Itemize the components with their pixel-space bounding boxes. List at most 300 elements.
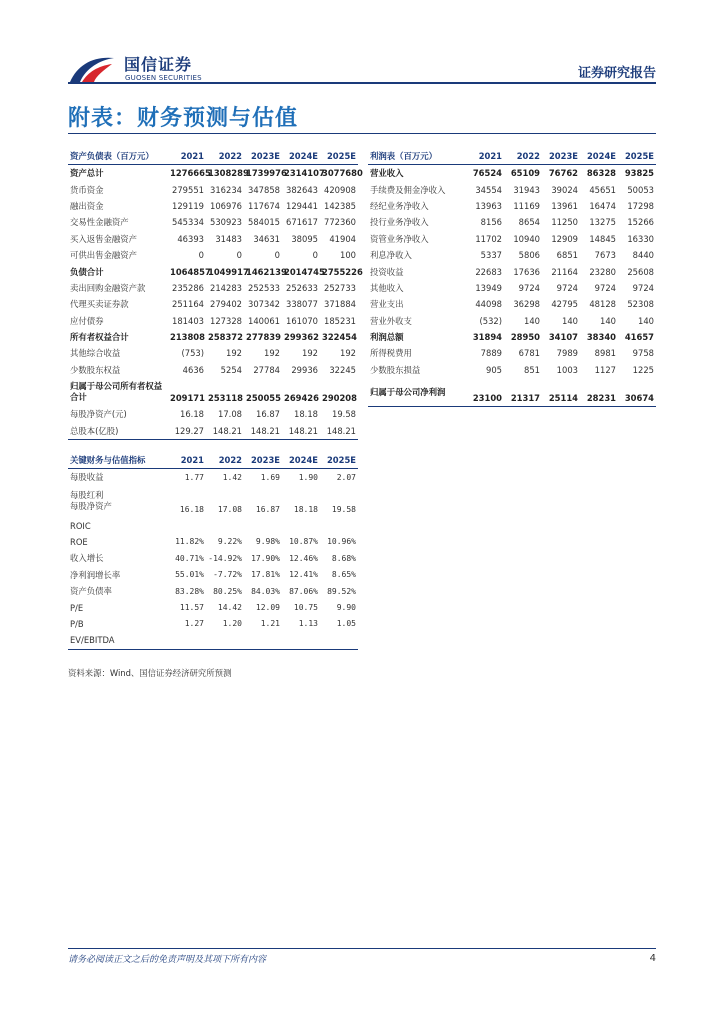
value-cell: 76524 [472,168,502,179]
table-row [68,280,358,296]
year-header-cell: 2025E [320,147,358,165]
value-cell: 148.21 [282,422,320,439]
value-cell: 13963 [475,200,502,211]
table-row [368,313,656,329]
value-cell: 29936 [291,364,318,375]
row-label: 归属于母公司净利润 [368,378,466,407]
value-cell: 100 [340,250,356,261]
table-row [68,469,358,486]
table-row [68,362,358,378]
value-cell: 12909 [551,233,578,244]
value-cell: 28231 [580,378,618,407]
value-cell: 65109 [510,168,540,179]
table-header-row [68,451,358,469]
value-cell: 0 [198,250,204,261]
value-cell: 322454 [322,332,357,343]
footer-divider [68,948,656,949]
value-cell: 50053 [627,184,654,195]
row-label: 利润总额 [370,332,404,343]
value-cell: 41657 [624,332,654,343]
value-cell: 117674 [248,200,280,211]
value-cell: 40.71% [175,553,204,563]
table-row [368,378,656,407]
value-cell: 45651 [589,184,616,195]
value-cell: 1.90 [298,472,318,482]
logo-text-cn: 国信证券 [124,55,193,74]
row-label: 投资收益 [370,266,404,277]
value-cell: 251164 [172,299,204,310]
table-row [68,231,358,247]
value-cell: 16.87 [256,409,280,420]
table-title-cell: 资产负债表（百万元） [68,147,168,165]
table-row [68,378,358,406]
table-row [68,517,358,533]
value-cell: 420908 [324,184,356,195]
value-cell: 8981 [594,348,616,359]
value-cell: 31483 [215,233,242,244]
value-cell: 8156 [480,217,502,228]
value-cell: 14845 [589,233,616,244]
value-cell: 8.68% [331,553,356,563]
year-header-cell: 2022 [206,451,244,469]
row-label: 资产总计 [70,168,104,179]
value-cell: 9758 [632,348,654,359]
income-statement-table [368,147,656,407]
table-row [68,550,358,566]
year-header-cell: 2022 [504,147,542,165]
value-cell: 279402 [210,299,242,310]
value-cell: 1.77 [184,472,204,482]
table-row [68,181,358,197]
year-header-cell: 2023E [244,147,282,165]
value-cell: 140061 [248,315,280,326]
row-label: 资产负债率 [70,586,112,597]
table-row [68,422,358,439]
value-cell: 15266 [627,217,654,228]
value-cell [320,632,358,649]
value-cell: 307342 [248,299,280,310]
value-cell [244,632,282,649]
value-cell: 142385 [324,200,356,211]
value-cell: 6851 [556,250,578,261]
value-cell: 252533 [248,282,280,293]
row-label: 营业收入 [370,168,404,179]
value-cell: 671617 [286,217,318,228]
value-cell: 10940 [513,233,540,244]
table-row [68,632,358,649]
value-cell: 0 [312,250,318,261]
row-label: 负债合计 [70,266,104,277]
value-cell: 17298 [627,200,654,211]
value-cell: 530923 [210,217,242,228]
row-label: 买入返售金融资产 [70,233,137,244]
report-type-label: 证券研究报告 [577,66,656,81]
table-row [68,329,358,345]
value-cell: 11702 [475,233,502,244]
value-cell: 16.18 [179,505,204,515]
year-header-cell: 2025E [618,147,656,165]
value-cell: 8.65% [331,570,356,580]
row-label: 收入增长 [70,553,104,564]
value-cell: 1462139 [246,266,287,277]
value-cell: 185231 [324,315,356,326]
page-number: 4 [649,953,656,964]
value-cell: 181403 [172,315,204,326]
value-cell: 11.82% [175,537,204,547]
value-cell: 55.01% [175,570,204,580]
value-cell: 6781 [518,348,540,359]
row-label: 少数股东损益 [370,364,421,375]
value-cell: 2755226 [322,266,363,277]
year-header-cell: 2021 [466,147,504,165]
value-cell: (753) [181,348,204,359]
row-label: 经纪业务净收入 [370,200,429,211]
value-cell: 10.75 [293,603,318,613]
table-row [368,280,656,296]
row-label: ROIC [70,520,91,531]
key-metrics-table [68,451,358,650]
value-cell: 140 [562,315,578,326]
value-cell: -14.92% [208,553,242,563]
table-row [68,616,358,632]
table-row [368,198,656,214]
value-cell: 41904 [329,233,356,244]
value-cell: 9724 [632,282,654,293]
value-cell: 17.08 [218,409,242,420]
value-cell: 13949 [475,282,502,293]
value-cell: 851 [524,364,540,375]
value-cell: 14.42 [217,603,242,613]
table-row [68,567,358,583]
value-cell: 21164 [551,266,578,277]
value-cell: 382643 [286,184,318,195]
value-cell: 1.20 [222,619,242,629]
value-cell: 252633 [286,282,318,293]
value-cell: 19.58 [331,505,356,515]
value-cell: 1.27 [184,619,204,629]
value-cell: 18.18 [293,505,318,515]
title-divider [68,133,656,134]
value-cell: 192 [264,348,280,359]
value-cell: 22683 [475,266,502,277]
value-cell: 253118 [208,393,243,404]
value-cell: 4636 [182,364,204,375]
value-cell: 106976 [210,200,242,211]
year-header-cell: 2023E [244,451,282,469]
table-title-cell: 利润表（百万元） [368,147,466,165]
value-cell: 1276665 [170,168,211,179]
value-cell: 1127 [594,364,616,375]
value-cell: 38095 [291,233,318,244]
value-cell: 1.21 [260,619,280,629]
year-header-cell: 2021 [168,451,206,469]
value-cell: 338077 [286,299,318,310]
value-cell: 129119 [172,200,204,211]
year-header-cell: 2023E [542,147,580,165]
value-cell: 31894 [472,332,502,343]
value-cell: 34631 [253,233,280,244]
row-label: 代理买卖证券款 [70,299,129,310]
value-cell: 1739976 [246,168,287,179]
value-cell: 17.08 [217,505,242,515]
value-cell: (532) [479,315,502,326]
value-cell: 277839 [246,332,281,343]
value-cell: 545334 [172,217,204,228]
value-cell: 1064857 [170,266,211,277]
value-cell: 269426 [284,393,319,404]
value-cell: 7673 [594,250,616,261]
table-row [368,214,656,230]
value-cell: 140 [600,315,616,326]
table-row [68,406,358,422]
value-cell: 371884 [324,299,356,310]
row-label: 归属于母公司所有者权益合计 [70,381,163,403]
value-cell: -7.72% [213,570,242,580]
value-cell: 38340 [586,332,616,343]
value-cell: 279551 [172,184,204,195]
row-label: 每股红利 每股净资产 [70,490,112,512]
row-label: 应付债券 [70,315,104,326]
value-cell: 36298 [513,299,540,310]
row-label: 交易性金融资产 [70,217,129,228]
table-row [68,534,358,550]
value-cell: 76762 [548,168,578,179]
page-header [0,0,724,90]
row-label: EV/EBITDA [68,632,168,649]
value-cell: 12.09 [255,603,280,613]
value-cell: 23100 [466,378,504,407]
value-cell: 213808 [170,332,205,343]
value-cell: 17636 [513,266,540,277]
row-label: 货币资金 [70,184,104,195]
table-row [68,583,358,599]
row-label: 每股净资产(元) [70,409,127,420]
value-cell: 27784 [253,364,280,375]
value-cell: 252733 [324,282,356,293]
value-cell: 148.21 [244,422,282,439]
value-cell: 316234 [210,184,242,195]
value-cell: 192 [340,348,356,359]
year-header-cell: 2025E [320,451,358,469]
value-cell: 11250 [551,217,578,228]
value-cell: 46393 [177,233,204,244]
page-title: 附表：财务预测与估值 [68,106,299,131]
value-cell: 10.87% [289,537,318,547]
value-cell: 214283 [210,282,242,293]
value-cell: 30674 [618,378,656,407]
value-cell: 1225 [632,364,654,375]
row-label: 融出资金 [70,200,104,211]
table-row [68,599,358,615]
value-cell: 192 [226,348,242,359]
balance-sheet-table [68,147,363,440]
value-cell: 34554 [475,184,502,195]
value-cell: 0 [274,250,280,261]
value-cell: 209171 [170,393,205,404]
value-cell: 2314107 [284,168,325,179]
value-cell: 32245 [329,364,356,375]
value-cell: 140 [524,315,540,326]
value-cell: 5337 [480,250,502,261]
value-cell: 1049917 [208,266,249,277]
row-label: 手续费及佣金净收入 [370,184,446,195]
value-cell: 1.13 [298,619,318,629]
value-cell: 235286 [172,282,204,293]
table-row [68,214,358,230]
table-row [68,165,358,182]
table-row [68,296,358,312]
value-cell [168,517,206,533]
value-cell: 905 [486,364,502,375]
value-cell: 1.05 [336,619,356,629]
row-label: 资管业务净收入 [370,233,429,244]
value-cell: 1003 [556,364,578,375]
value-cell: 87.06% [289,586,318,596]
value-cell: 13961 [551,200,578,211]
value-cell: 192 [302,348,318,359]
table-row [368,247,656,263]
table-row [368,362,656,378]
value-cell: 9724 [518,282,540,293]
table-row [368,329,656,345]
table-row [368,345,656,361]
value-cell: 17.90% [251,553,280,563]
guosen-logo-icon [68,52,116,86]
value-cell [206,517,244,533]
value-cell: 86328 [586,168,616,179]
table-header-row [368,147,656,165]
value-cell: 23280 [589,266,616,277]
value-cell: 52308 [627,299,654,310]
value-cell: 25608 [627,266,654,277]
value-cell: 10.96% [327,537,356,547]
value-cell: 18.18 [294,409,318,420]
value-cell: 39024 [551,184,578,195]
row-label: 所得税费用 [370,348,412,359]
value-cell: 19.58 [332,409,356,420]
row-label: ROE [70,536,88,547]
disclaimer-text: 请务必阅读正文之后的免责声明及其项下所有内容 [68,955,267,965]
row-label: 所有者权益合计 [70,332,129,343]
value-cell: 1308289 [208,168,249,179]
value-cell: 148.21 [320,422,358,439]
year-header-cell: 2022 [206,147,244,165]
value-cell: 127328 [210,315,242,326]
value-cell: 84.03% [251,586,280,596]
value-cell: 42795 [551,299,578,310]
value-cell: 11169 [513,200,540,211]
value-cell: 7989 [556,348,578,359]
table-row [368,165,656,182]
value-cell: 7889 [480,348,502,359]
value-cell: 12.46% [289,553,318,563]
value-cell [320,517,358,533]
value-cell: 129441 [286,200,318,211]
row-label: 其他收入 [370,282,404,293]
row-label: 营业支出 [370,299,404,310]
value-cell: 584015 [248,217,280,228]
row-label: 总股本(亿股) [68,422,168,439]
value-cell: 11.57 [179,603,204,613]
value-cell: 80.25% [213,586,242,596]
value-cell: 16330 [627,233,654,244]
value-cell [282,517,320,533]
value-cell: 16.87 [255,505,280,515]
year-header-cell: 2024E [282,147,320,165]
header-divider [68,82,656,84]
row-label: 营业外收支 [370,315,412,326]
table-header-row [68,147,358,165]
table-row [368,231,656,247]
table-row [68,263,358,279]
table-row [68,198,358,214]
table-row [68,313,358,329]
value-cell: 13275 [589,217,616,228]
row-label: P/B [70,618,84,629]
value-cell: 129.27 [168,422,206,439]
source-note: 资料来源：Wind、国信证券经济研究所预测 [68,668,232,678]
value-cell: 8440 [632,250,654,261]
value-cell: 8654 [518,217,540,228]
value-cell: 1.42 [222,472,242,482]
value-cell: 16474 [589,200,616,211]
table-row [68,247,358,263]
row-label: P/E [70,602,84,613]
value-cell: 161070 [286,315,318,326]
value-cell: 31943 [513,184,540,195]
value-cell: 772360 [324,217,356,228]
table-row [68,345,358,361]
value-cell: 2014745 [284,266,325,277]
value-cell: 93825 [624,168,654,179]
row-label: 卖出回购金融资产款 [70,282,146,293]
row-label: 可供出售金融资产 [70,250,137,261]
row-label: 少数股东权益 [70,364,121,375]
value-cell [282,632,320,649]
year-header-cell: 2024E [282,451,320,469]
value-cell: 9724 [556,282,578,293]
row-label: 净利润增长率 [70,569,121,580]
value-cell: 1.69 [260,472,280,482]
value-cell: 148.21 [206,422,244,439]
value-cell: 258372 [208,332,243,343]
year-header-cell: 2021 [168,147,206,165]
row-label: 其他综合收益 [70,348,121,359]
value-cell: 12.41% [289,570,318,580]
table-row [368,181,656,197]
value-cell [244,517,282,533]
year-header-cell: 2024E [580,147,618,165]
value-cell [168,632,206,649]
value-cell: 89.52% [327,586,356,596]
value-cell: 16.18 [180,409,204,420]
value-cell: 0 [236,250,242,261]
value-cell: 5254 [220,364,242,375]
value-cell: 44098 [475,299,502,310]
value-cell: 140 [638,315,654,326]
value-cell: 9.98% [255,537,280,547]
row-label: 投行业务净收入 [370,217,429,228]
value-cell: 25114 [542,378,580,407]
table-row [368,296,656,312]
value-cell: 83.28% [175,586,204,596]
value-cell: 290208 [322,393,357,404]
value-cell [206,632,244,649]
value-cell: 9.22% [217,537,242,547]
value-cell: 34107 [548,332,578,343]
value-cell: 5806 [518,250,540,261]
table-title-cell: 关键财务与估值指标 [68,451,168,469]
